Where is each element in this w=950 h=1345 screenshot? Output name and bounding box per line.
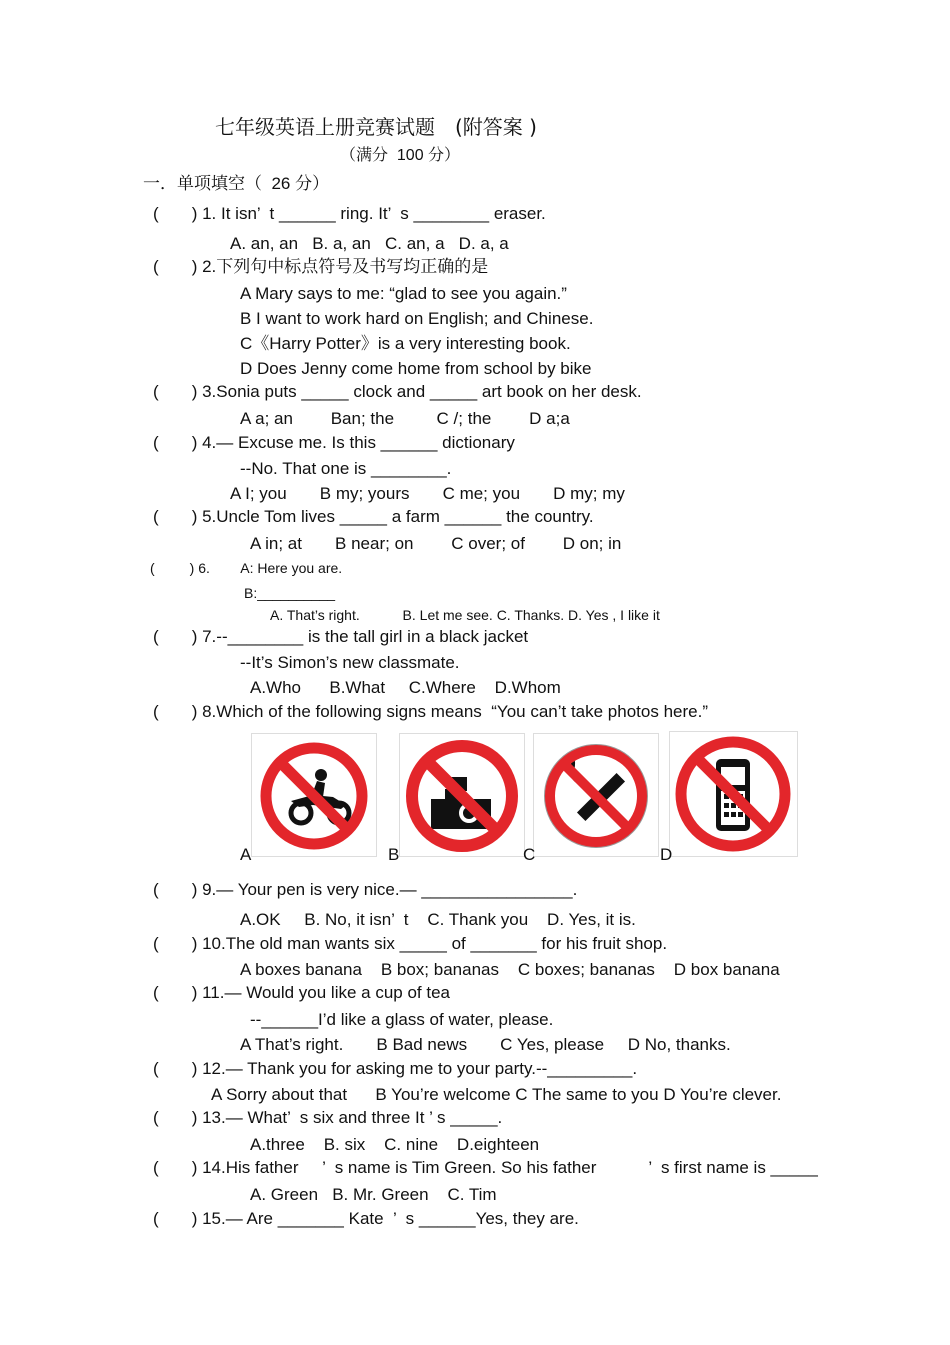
sign-a bbox=[251, 733, 377, 857]
question-1-options: A. an, an B. a, an C. an, a D. a, a bbox=[230, 234, 509, 253]
question-9: ( ) 9.— Your pen is very nice.— ________________. bbox=[153, 880, 578, 899]
question-4-options: A I; you B my; yours C me; you D my; my bbox=[230, 484, 625, 503]
question-13-options: A.three B. six C. nine D.eighteen bbox=[250, 1135, 540, 1154]
question-11: ( ) 11.— Would you like a cup of tea bbox=[153, 983, 451, 1002]
question-14: ( ) 14.His father ’ s name is Tim Green. So his father ’ s first name is _____ bbox=[153, 1158, 818, 1177]
question-11-reply: --______I’d like a glass of water, please. bbox=[250, 1010, 554, 1029]
sign-a-label: A bbox=[240, 845, 252, 864]
question-1: ( ) 1. It isn’ t ______ ring. It’ s ________ eraser. bbox=[153, 204, 546, 223]
sign-b-label: B bbox=[388, 845, 400, 864]
section-heading: 一．单项填空（ 26 分） bbox=[143, 174, 330, 193]
question-2-option-b: B I want to work hard on English; and Chinese. bbox=[240, 309, 594, 328]
page-subtitle: （满分 100 分） bbox=[340, 147, 461, 164]
question-5-options: A in; at B near; on C over; of D on; in bbox=[250, 534, 622, 553]
question-10-options: A boxes banana B box; bananas C boxes; bananas D box banana bbox=[240, 960, 780, 979]
question-15: ( ) 15.— Are _______ Kate ’ s ______Yes, they are. bbox=[153, 1209, 579, 1228]
question-4-reply: --No. That one is ________. bbox=[240, 459, 452, 478]
question-5: ( ) 5.Uncle Tom lives _____ a farm ______ the country. bbox=[153, 507, 594, 526]
no-smoking-icon bbox=[533, 733, 659, 857]
question-3-options: A a; an Ban; the C /; the D a;a bbox=[240, 409, 570, 428]
question-8: ( ) 8.Which of the following signs means “You can’t take photos here.” bbox=[153, 702, 708, 721]
question-2-option-c: C《Harry Potter》is a very interesting book. bbox=[240, 334, 571, 353]
question-11-options: A That’s right. B Bad news C Yes, please D No, thanks. bbox=[240, 1035, 731, 1054]
question-2-option-a: A Mary says to me: “glad to see you again.” bbox=[240, 284, 567, 303]
sign-d bbox=[669, 731, 798, 857]
question-6-reply: B:__________ bbox=[244, 585, 336, 601]
question-12: ( ) 12.— Thank you for asking me to your party.--_________. bbox=[153, 1059, 638, 1078]
question-2: ( ) 2.下列句中标点符号及书写均正确的是 bbox=[153, 257, 489, 276]
question-14-options: A. Green B. Mr. Green C. Tim bbox=[250, 1185, 497, 1204]
question-13: ( ) 13.— What’ s six and three It ’ s _____. bbox=[153, 1108, 503, 1127]
question-9-options: A.OK B. No, it isn’ t C. Thank you D. Yes, it is. bbox=[240, 910, 636, 929]
question-6: ( ) 6. A: Here you are. bbox=[150, 560, 343, 576]
sign-d-label: D bbox=[660, 845, 673, 864]
page-title: 七年级英语上册竞赛试题 (附答案 ) bbox=[215, 115, 537, 139]
no-camera-icon bbox=[399, 733, 525, 857]
question-10: ( ) 10.The old man wants six _____ of _______ for his fruit shop. bbox=[153, 934, 668, 953]
question-6-options: A. That’s right. B. Let me see. C. Thanks. D. Yes , I like it bbox=[270, 607, 660, 623]
no-motorcycle-icon bbox=[251, 733, 377, 857]
question-4: ( ) 4.— Excuse me. Is this ______ dictionary bbox=[153, 433, 515, 452]
question-7: ( ) 7.--________ is the tall girl in a black jacket bbox=[153, 627, 529, 646]
sign-c-label: C bbox=[523, 845, 536, 864]
question-12-options: A Sorry about that B You’re welcome C The same to you D You’re clever. bbox=[211, 1085, 782, 1104]
question-3: ( ) 3.Sonia puts _____ clock and _____ art book on her desk. bbox=[153, 382, 642, 401]
no-mobile-phone-icon bbox=[669, 731, 798, 857]
sign-c bbox=[533, 733, 659, 857]
sign-b bbox=[399, 733, 525, 857]
question-7-reply: --It’s Simon’s new classmate. bbox=[240, 653, 460, 672]
question-2-option-d: D Does Jenny come home from school by bike bbox=[240, 359, 592, 378]
question-7-options: A.Who B.What C.Where D.Whom bbox=[250, 678, 561, 697]
